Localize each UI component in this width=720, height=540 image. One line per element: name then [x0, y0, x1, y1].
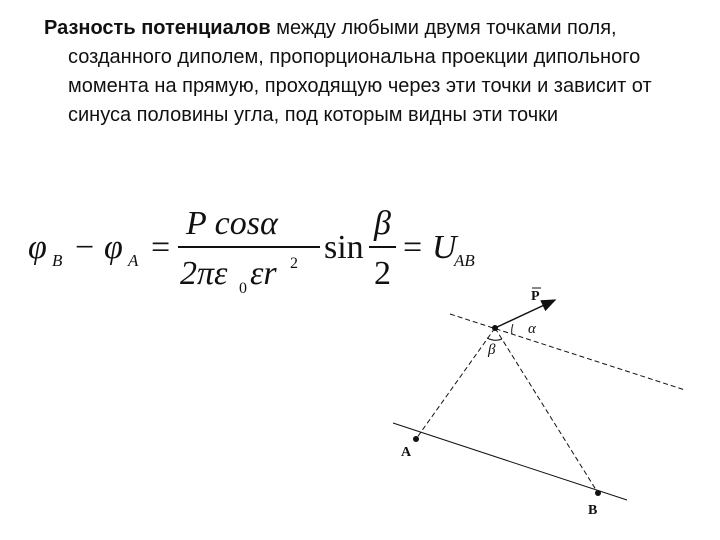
point-a — [413, 436, 419, 442]
formula-sin: sin — [324, 229, 364, 266]
statement-paragraph — [44, 14, 704, 130]
alpha-angle-arc — [512, 324, 513, 334]
formula-equals-1: = — [151, 229, 171, 266]
formula-two: 2 — [374, 255, 391, 292]
dipole-point — [492, 325, 498, 331]
p-vector-label: P — [531, 289, 540, 304]
formula-equals-2: = — [403, 229, 423, 266]
formula-sub-a: A — [128, 251, 139, 270]
formula-denominator-b: εr — [250, 255, 277, 292]
formula-phi-b: φ — [28, 229, 47, 266]
formula-denominator-sub: 0 — [239, 280, 247, 297]
line-dipole-to-b — [495, 328, 598, 493]
formula-u: U — [432, 229, 457, 266]
formula-minus: − — [75, 229, 95, 266]
formula-denominator-sup: 2 — [290, 255, 298, 272]
formula-sub-b: B — [52, 251, 63, 270]
statement-rest: между любыми двумя точками поля, созданного диполем, пропорциональна проекции дипольного момента на прямую, проходящую через эти точки и зависит от синуса половины угла, под которым видны эти точки — [68, 17, 652, 126]
formula-u-sub: AB — [454, 251, 475, 270]
dipole-diagram — [385, 280, 720, 535]
beta-label: β — [488, 342, 496, 358]
point-a-label: A — [401, 445, 412, 460]
point-b-label: B — [588, 503, 598, 518]
dipole-axis-line — [450, 314, 685, 390]
formula-phi-a: φ — [104, 229, 123, 266]
alpha-label: α — [528, 321, 536, 337]
formula-denominator-a: 2πε — [180, 255, 228, 292]
formula-numerator: P cosα — [186, 205, 278, 242]
line-dipole-to-a — [416, 328, 495, 439]
beta-angle-arc — [487, 338, 502, 340]
statement-text — [44, 14, 704, 130]
point-b — [595, 490, 601, 496]
line-ab — [393, 423, 627, 500]
dipole-moment-vector — [495, 300, 555, 328]
formula-beta: β — [374, 205, 391, 242]
statement-bold: Разность потенциалов — [44, 17, 271, 39]
